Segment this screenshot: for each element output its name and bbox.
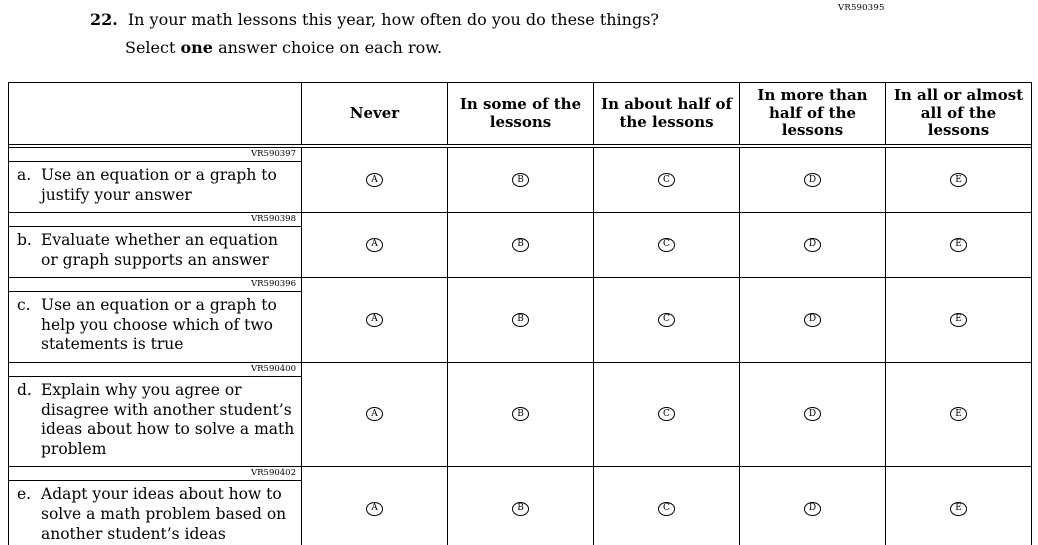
item-stem-cell	[9, 467, 301, 545]
option-cell-more-than-half	[739, 148, 885, 212]
option-cell-never	[301, 467, 447, 545]
option-cell-some	[447, 148, 593, 212]
item-stem	[9, 481, 301, 545]
item-stem	[9, 292, 301, 361]
answer-bubble-a[interactable]: A	[366, 173, 383, 187]
answer-bubble-b[interactable]: B	[512, 313, 529, 327]
option-cell-about-half	[593, 278, 739, 362]
answer-bubble-e[interactable]: E	[950, 502, 967, 516]
column-header-about-half: In about half of the lessons	[593, 83, 739, 144]
item-code: VR590398	[9, 213, 301, 227]
item-text: Use an equation or a graph to help you choose which of two statements is true	[41, 295, 277, 354]
answer-bubble-b[interactable]: B	[512, 407, 529, 421]
answer-bubble-d[interactable]: D	[804, 407, 821, 421]
answer-bubble-c[interactable]: C	[658, 407, 675, 421]
table-row-a	[9, 148, 1031, 212]
item-letter: c.	[17, 295, 31, 314]
answer-bubble-a[interactable]: A	[366, 407, 383, 421]
table-row-b	[9, 212, 1031, 277]
answer-bubble-c[interactable]: C	[658, 502, 675, 516]
question	[90, 10, 659, 29]
item-text: Evaluate whether an equation or graph supports an answer	[41, 231, 278, 269]
answer-bubble-e[interactable]: E	[950, 313, 967, 327]
column-header-more-than-half: In more than half of the lessons	[739, 83, 885, 144]
item-letter: b.	[17, 231, 32, 250]
option-cell-never	[301, 363, 447, 466]
table-row-e	[9, 466, 1031, 545]
item-code: VR590396	[9, 278, 301, 292]
item-stem-cell	[9, 148, 301, 212]
instruction: Select one answer choice on each row.	[125, 38, 443, 57]
table-row-c	[9, 277, 1031, 362]
answer-bubble-c[interactable]: C	[658, 173, 675, 187]
option-cell-more-than-half	[739, 363, 885, 466]
question-text: In your math lessons this year, how often do you do these things?	[127, 10, 659, 29]
answer-bubble-a[interactable]: A	[366, 238, 383, 252]
option-cell-never	[301, 213, 447, 277]
item-stem-cell	[9, 213, 301, 277]
option-cell-more-than-half	[739, 278, 885, 362]
form-code: VR590395	[838, 3, 885, 13]
item-stem	[9, 227, 301, 277]
answer-bubble-a[interactable]: A	[366, 313, 383, 327]
answer-bubble-c[interactable]: C	[658, 313, 675, 327]
option-cell-all	[885, 213, 1031, 277]
answer-bubble-b[interactable]: B	[512, 238, 529, 252]
answer-bubble-a[interactable]: A	[366, 502, 383, 516]
option-cell-about-half	[593, 363, 739, 466]
option-cell-some	[447, 278, 593, 362]
answer-bubble-e[interactable]: E	[950, 407, 967, 421]
column-header-some: In some of the lessons	[447, 83, 593, 144]
option-cell-about-half	[593, 213, 739, 277]
answer-bubble-d[interactable]: D	[804, 502, 821, 516]
answer-bubble-c[interactable]: C	[658, 238, 675, 252]
option-cell-some	[447, 213, 593, 277]
option-cell-all	[885, 467, 1031, 545]
option-cell-all	[885, 148, 1031, 212]
item-text: Use an equation or a graph to justify your answer	[41, 166, 277, 204]
option-cell-about-half	[593, 467, 739, 545]
option-cell-some	[447, 467, 593, 545]
column-header-never: Never	[301, 83, 447, 144]
question-number: 22.	[90, 10, 118, 29]
column-header-all: In all or almost all of the lessons	[885, 83, 1031, 144]
answer-bubble-d[interactable]: D	[804, 313, 821, 327]
item-code: VR590402	[9, 467, 301, 481]
answer-bubble-e[interactable]: E	[950, 173, 967, 187]
item-stem	[9, 162, 301, 212]
table-row-d	[9, 362, 1031, 466]
item-text: Explain why you agree or disagree with another student’s ideas about how to solve a math problem	[41, 380, 295, 459]
item-text: Adapt your ideas about how to solve a math problem based on another student’s ideas	[41, 485, 287, 543]
item-letter: a.	[17, 166, 32, 185]
item-code: VR590400	[9, 363, 301, 377]
option-cell-more-than-half	[739, 467, 885, 545]
item-stem	[9, 377, 301, 466]
option-cell-all	[885, 363, 1031, 466]
answer-bubble-d[interactable]: D	[804, 173, 821, 187]
option-cell-more-than-half	[739, 213, 885, 277]
header-empty-cell	[9, 83, 301, 144]
question-table	[8, 82, 1032, 545]
option-cell-about-half	[593, 148, 739, 212]
item-stem-cell	[9, 278, 301, 362]
option-cell-all	[885, 278, 1031, 362]
option-cell-never	[301, 148, 447, 212]
item-code: VR590397	[9, 148, 301, 162]
item-letter: e.	[17, 485, 32, 504]
table-header-row	[9, 83, 1031, 148]
answer-bubble-b[interactable]: B	[512, 173, 529, 187]
option-cell-never	[301, 278, 447, 362]
item-stem-cell	[9, 363, 301, 466]
answer-bubble-e[interactable]: E	[950, 238, 967, 252]
item-letter: d.	[17, 380, 32, 399]
answer-bubble-d[interactable]: D	[804, 238, 821, 252]
option-cell-some	[447, 363, 593, 466]
answer-bubble-b[interactable]: B	[512, 502, 529, 516]
